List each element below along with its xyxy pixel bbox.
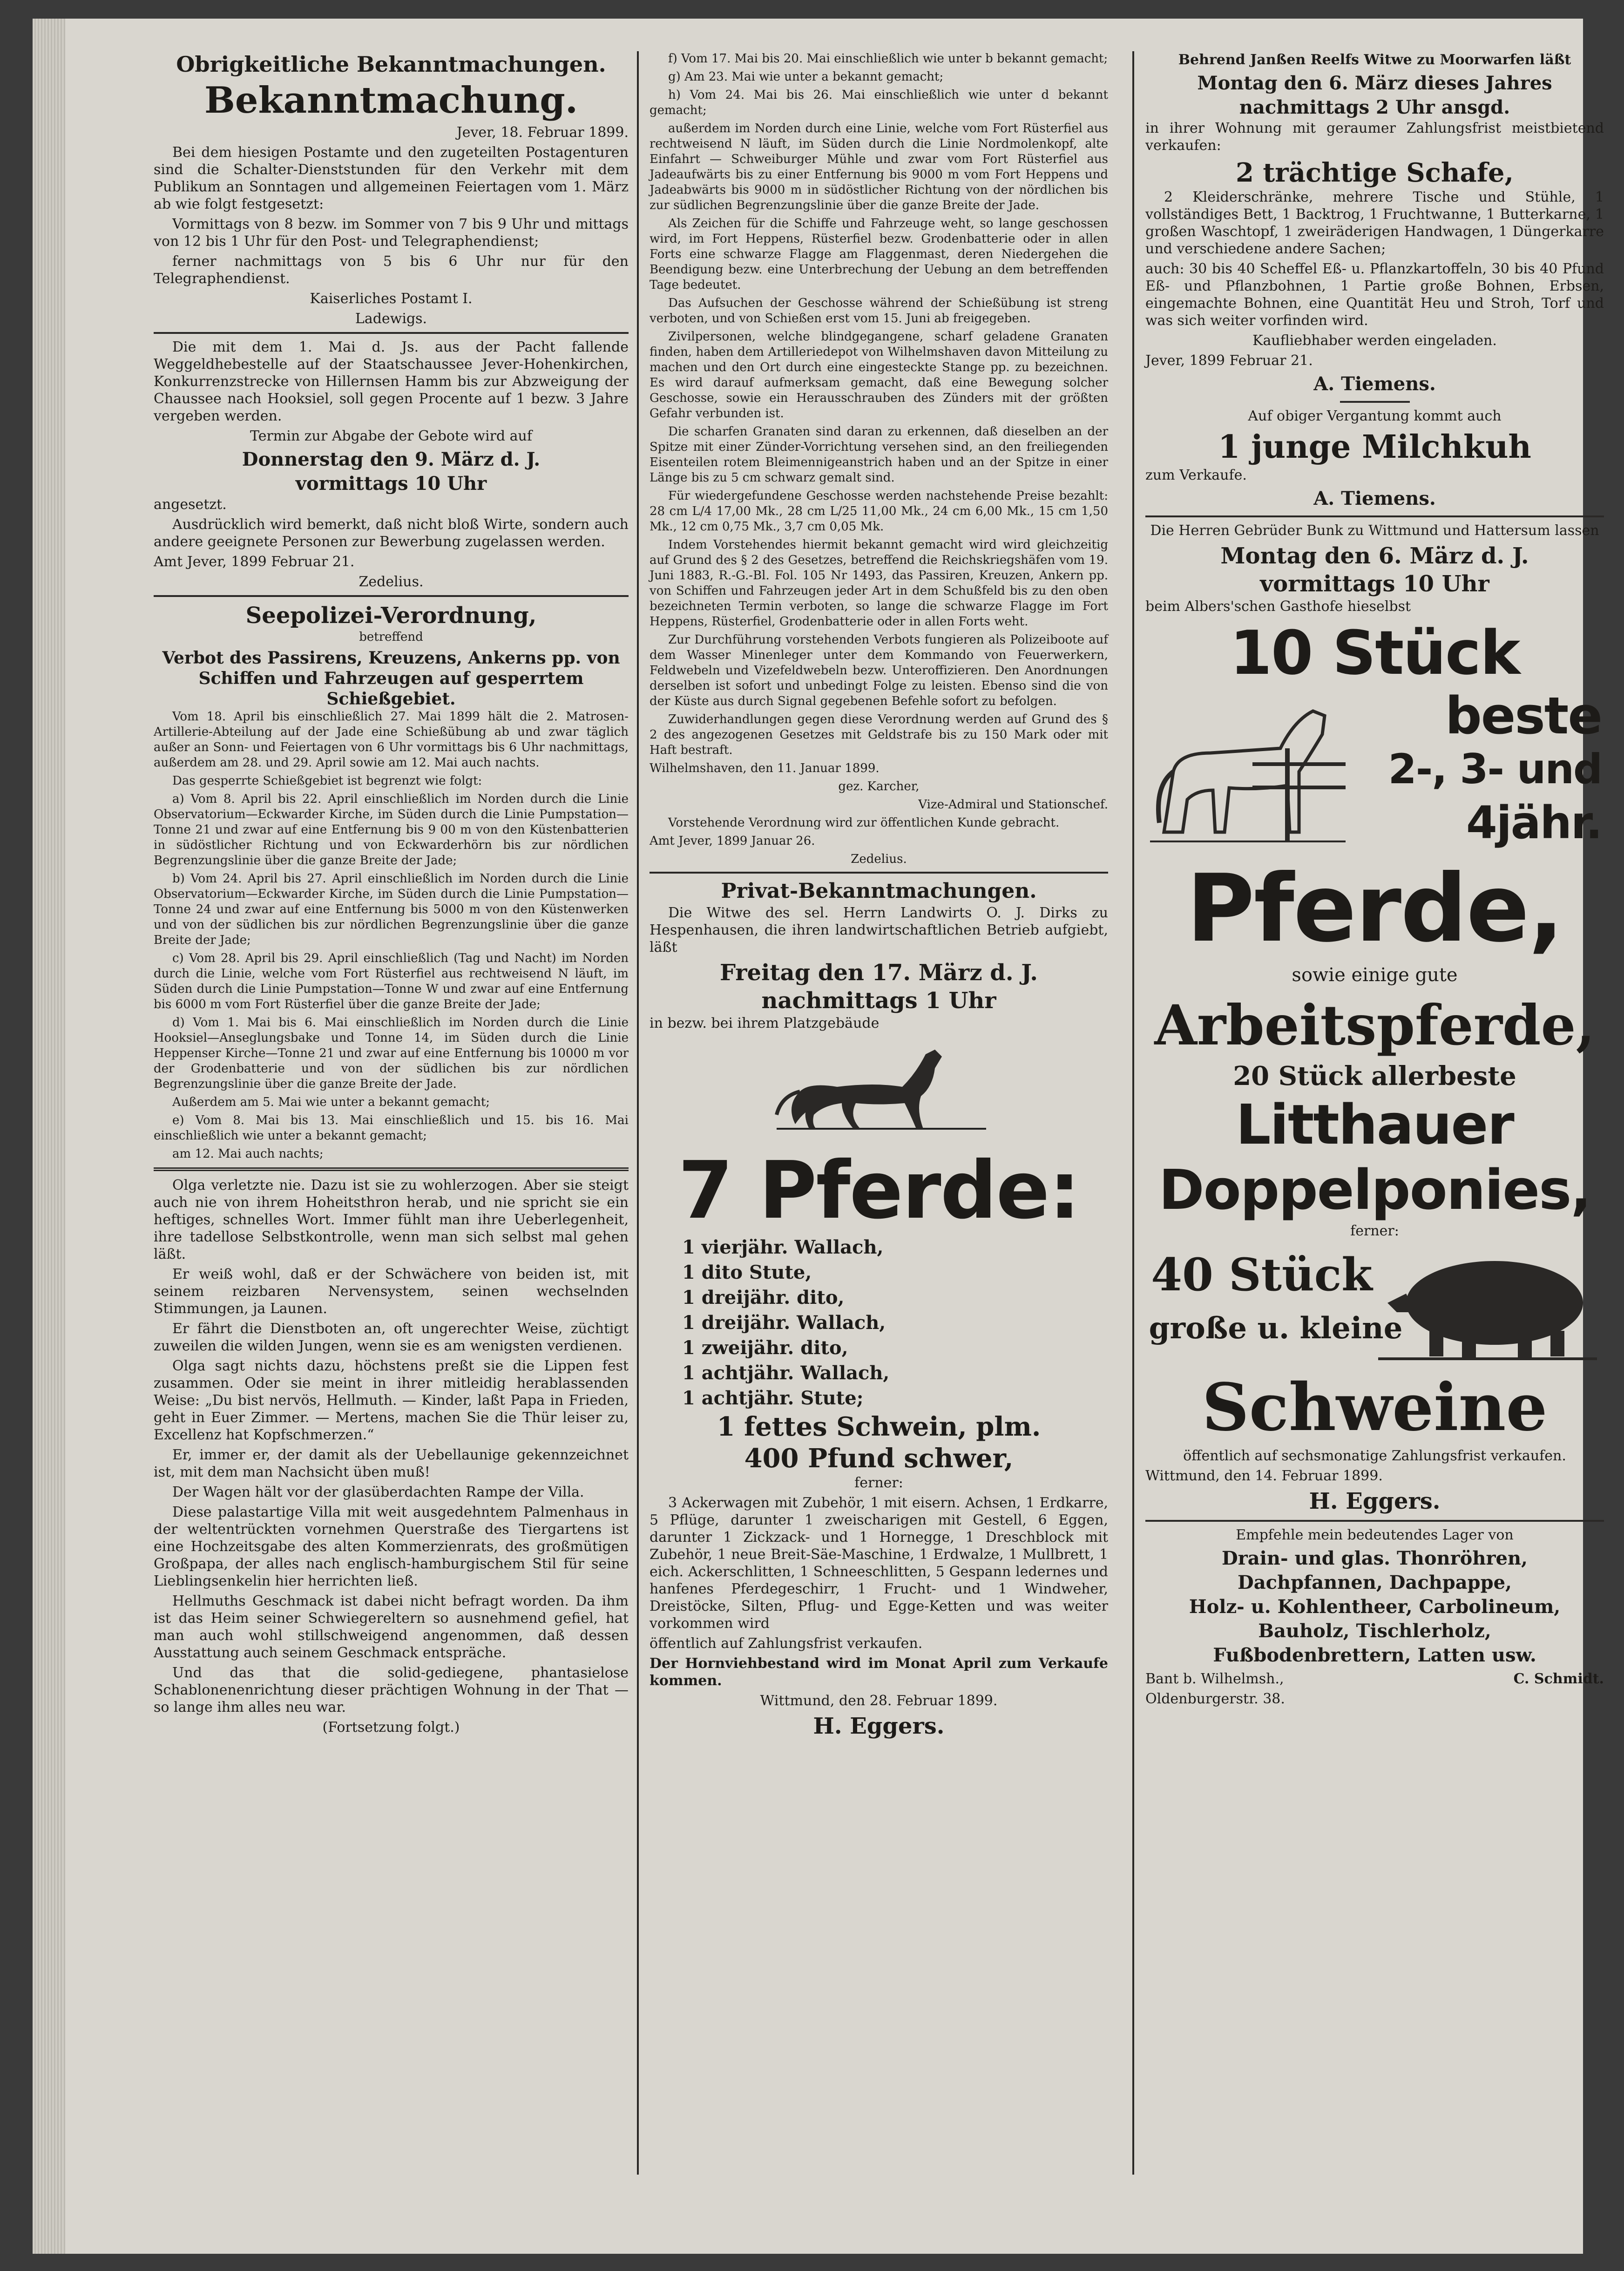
termin-time: vormittags 10 Uhr bbox=[295, 473, 487, 495]
ad-headline: 2 trächtige Schafe, bbox=[1235, 157, 1514, 188]
column-1 bbox=[154, 51, 629, 1739]
signature: Kaiserliches Postamt I. bbox=[310, 291, 473, 307]
notice-text: Bei dem hiesigen Postamte und den zugeteilten Postagenturen sind die Schalter-Dienststunden für den Verkehr mit dem Publikum an Sonntagen und allgemeinen Feiertagen vom 1. März ab wie folgt festgesetzt: bbox=[154, 144, 629, 212]
page-edge bbox=[33, 19, 65, 2254]
ad-text-large: 4jähr. bbox=[1466, 797, 1602, 849]
dateline: Wittmund, den 28. Februar 1899. bbox=[760, 1693, 998, 1709]
ad-headline: 1 junge Milchkuh bbox=[1218, 428, 1531, 466]
ad-text: Kaufliebhaber werden eingeladen. bbox=[1252, 332, 1497, 349]
signature: gez. Karcher, bbox=[838, 780, 920, 793]
divider bbox=[1145, 515, 1604, 517]
notice-text: Das Aufsuchen der Geschosse während der Schießübung ist streng verboten, und von Schießen erst vom 15. Juni ab freigegeben. bbox=[650, 296, 1108, 325]
ad-subheadline: 400 Pfund schwer, bbox=[744, 1443, 1014, 1474]
ad-text-large: große u. kleine bbox=[1149, 1311, 1403, 1346]
dateline: Amt Jever, 1899 Januar 26. bbox=[650, 834, 815, 848]
ad-headline: Arbeitspferde, bbox=[1154, 993, 1595, 1058]
divider bbox=[1145, 1520, 1604, 1522]
ad-text: in ihrer Wohnung mit geraumer Zahlungsfrist meistbietend verkaufen: bbox=[1145, 120, 1604, 154]
ad-headline: Pferde, bbox=[1186, 854, 1563, 963]
section-header: Privat-Bekanntmachungen. bbox=[721, 879, 1037, 903]
column-rule bbox=[637, 51, 639, 2175]
notice-text: Vorstehende Verordnung wird zur öffentlichen Kunde gebracht. bbox=[668, 816, 1060, 830]
ad-subheadline: 20 Stück allerbeste bbox=[1233, 1061, 1516, 1091]
ad-headline: Schweine bbox=[1202, 1369, 1548, 1446]
horse-ad-block bbox=[1145, 688, 1604, 855]
ad-address: Oldenburgerstr. 38. bbox=[1145, 1691, 1285, 1707]
horse-illustration bbox=[1145, 692, 1350, 846]
ad-text: Auf obiger Vergantung kommt auch bbox=[1248, 408, 1502, 424]
ad-date: Montag den 6. März d. J. bbox=[1220, 543, 1529, 569]
ad-header: Die Herren Gebrüder Bunk zu Wittmund und Hattersum lassen bbox=[1150, 522, 1599, 539]
dateline: Wilhelmshaven, den 11. Januar 1899. bbox=[650, 761, 880, 775]
pig-ad-block bbox=[1145, 1242, 1604, 1368]
notice-text: am 12. Mai auch nachts; bbox=[172, 1147, 324, 1161]
ad-text: öffentlich auf Zahlungsfrist verkaufen. bbox=[650, 1635, 923, 1652]
subtitle: betreffend bbox=[359, 630, 423, 644]
ad-text-large: beste bbox=[1445, 686, 1602, 746]
ad-date: Freitag den 17. März d. J. bbox=[720, 960, 1038, 986]
notice-text: a) Vom 8. April bis 22. April einschließlich im Norden durch die Linie Observatorium—Eckwarder Kirche, im Süden durch die Linie Pumpstation—Tonne 21 und zwar auf eine Entfernung bis 9 00 m von den Küstenbatterien in südöstlicher Richtung und von Eckwarderhörn bis zur nördlichen Begrenzungslinie über die ganze Breite der Jade; bbox=[154, 792, 629, 868]
ad-line: Bauholz, Tischlerholz, bbox=[1258, 1620, 1491, 1642]
signature: Ladewigs. bbox=[355, 311, 427, 327]
story-text: Olga sagt nichts dazu, höchstens preßt sie die Lippen fest zusammen. Oder sie meint in ihrer mitleidig herablassenden Weise: „Du bist nervös, Hellmuth. — Kinder, laßt Papa in Frieden, geht in Euer Zimmer. — Mertens, machen Sie die Thür leiser zu, Excellenz hat Kopfschmerzen.“ bbox=[154, 1358, 629, 1443]
signature: Zedelius. bbox=[851, 852, 907, 866]
ad-text: zum Verkaufe. bbox=[1145, 467, 1247, 483]
notice-text: Das gesperrte Schießgebiet ist begrenzt wie folgt: bbox=[172, 774, 482, 788]
signature: C. Schmidt. bbox=[1513, 1671, 1604, 1687]
notice-text: ferner nachmittags von 5 bis 6 Uhr nur für den Telegraphendienst. bbox=[154, 253, 629, 287]
notice-text: Vormittags von 8 bezw. im Sommer von 7 bis 9 Uhr und mittags von 12 bis 1 Uhr für den Post- und Telegraphendienst; bbox=[154, 216, 629, 250]
story-text: Diese palastartige Villa mit weit ausgedehntem Palmenhaus in der weltentrückten vornehmen Querstraße des Tiergartens ist eine Hochzeitsgabe des alten Kommerzienrats, des großmütigen Großpapa, der alles nach englisch-hamburgischem Stil für seine Lieblingsenkelin hier herrichten ließ. bbox=[154, 1504, 629, 1589]
section-title: Seepolizei-Verordnung, bbox=[245, 603, 537, 629]
story-text: Er, immer er, der damit als der Uebellaunige gekennzeichnet ist, mit dem man Nachsicht üben muß! bbox=[154, 1447, 629, 1480]
ad-headline: Litthauer bbox=[1236, 1092, 1514, 1157]
ad-text: 3 Ackerwagen mit Zubehör, 1 mit eisern. Achsen, 1 Erdkarre, 5 Pflüge, darunter 1 zweischarigen mit Gestell, 6 Eggen, darunter 1 Zickzack- und 1 Hornegge, 1 Dreschblock mit Zubehör, 1 neue Breit-Säe-Maschine, 1 Erdwalze, 1 Mullbrett, 1 eich. Ackerschlitten, 1 Schneeschlitten, 5 Gespann ledernes und hanfenes Pferdegeschirr, 1 Frucht- und 1 Windweher, Dreistöcke, Silten, Pflug- und Egge-Ketten und was weiter vorkommen wird bbox=[650, 1495, 1108, 1632]
notice-text: c) Vom 28. April bis 29. April einschließlich (Tag und Nacht) im Norden durch die Linie, welche vom Fort Rüsterfiel aus rechtweisend N läuft, im Süden durch die Linie Pumpstation—Tonne W und zwar auf eine Entfernung bis 6000 m vom Fort Rüsterfiel über die ganze Breite der Jade; bbox=[154, 951, 629, 1011]
dateline: Wittmund, den 14. Februar 1899. bbox=[1145, 1468, 1383, 1484]
ad-footer bbox=[1145, 1670, 1604, 1688]
section-header: Obrigkeitliche Bekanntmachungen. bbox=[176, 52, 606, 77]
ad-text: sowie einige gute bbox=[1292, 964, 1458, 986]
divider bbox=[650, 872, 1108, 874]
story-text: Und das that die solid-gediegene, phantasielose Schablonenenrichtung dieser prächtigen Wohnung in der That — so lange ihm alles neu war. bbox=[154, 1665, 629, 1715]
dateline: Jever, 18. Februar 1899. bbox=[456, 124, 629, 141]
notice-text: Die mit dem 1. Mai d. Js. aus der Pacht fallende Weggeldhebestelle auf der Staatschaussee Jever-Hohenkirchen, Konkurrenzstrecke von Hillernsen Hamm bis zur Abzweigung der Chaussee nach Hooksiel, soll gegen Procente auf 1 bezw. 3 Jahre vergeben werden. bbox=[154, 339, 629, 424]
dateline: Amt Jever, 1899 Februar 21. bbox=[154, 554, 355, 570]
ad-line: Fußbodenbrettern, Latten usw. bbox=[1213, 1644, 1536, 1666]
ad-time: vormittags 10 Uhr bbox=[1260, 571, 1489, 597]
list-item: 1 zweijähr. dito, bbox=[682, 1337, 848, 1359]
ad-headline: Doppelponies, bbox=[1158, 1158, 1591, 1222]
list-item: 1 dreijähr. Wallach, bbox=[682, 1312, 886, 1334]
notice-text: angesetzt. bbox=[154, 496, 227, 513]
dateline: Jever, 1899 Februar 21. bbox=[1145, 353, 1313, 369]
story-text: Er weiß wohl, daß er der Schwächere von beiden ist, mit seinem reizbaren Nervensystem, seinen wechselnden Stimmungen, ja Launen. bbox=[154, 1266, 629, 1317]
story-text: Hellmuths Geschmack ist dabei nicht befragt worden. Da ihm ist das Heim seiner Schwiegereltern so ausnehmend gefiel, hat man auch wohl stillschweigend angenommen, daß dessen Ausstattung auch seinem Geschmack entspräche. bbox=[154, 1593, 629, 1661]
ad-text-large: 40 Stück bbox=[1151, 1248, 1373, 1301]
subtitle: Verbot des Passirens, Kreuzens, Ankerns pp. von Schiffen und Fahrzeugen auf gesperrtem Schießgebiet. bbox=[162, 648, 620, 709]
divider bbox=[1340, 401, 1410, 403]
signature-title: Vize-Admiral und Stationschef. bbox=[918, 798, 1108, 812]
horse-illustration bbox=[767, 1036, 991, 1143]
ad-text: in bezw. bei ihrem Platzgebäude bbox=[650, 1015, 880, 1031]
notice-title: Bekanntmachung. bbox=[204, 79, 578, 122]
ad-text: Die Witwe des sel. Herrn Landwirts O. J. Dirks zu Hespenhausen, die ihren landwirtschaftlichen Betrieb aufgiebt, läßt bbox=[650, 905, 1108, 956]
list-item: 1 vierjähr. Wallach, bbox=[682, 1236, 884, 1258]
ad-headline: 10 Stück bbox=[1230, 617, 1520, 688]
ad-header: Behrend Janßen Reelfs Witwe zu Moorwarfen läßt bbox=[1178, 52, 1571, 68]
ad-line: Drain- und glas. Thonröhren, bbox=[1222, 1547, 1528, 1569]
column-3 bbox=[1145, 51, 1604, 1710]
notice-text: Für wiedergefundene Geschosse werden nachstehende Preise bezahlt: 28 cm L/4 17,00 Mk., 28 cm L/25 11,00 Mk., 24 cm 6,00 Mk., 15 cm 1,50 Mk., 12 cm 0,75 Mk., 3,7 cm 0,05 Mk. bbox=[650, 489, 1108, 534]
notice-text: Vom 18. April bis einschließlich 27. Mai 1899 hält die 2. Matrosen-Artillerie-Abteilung auf der Jade eine Schießübung ab und zwar täglich außer an Sonn- und Feiertagen von 6 Uhr vormittags bis 6 Uhr nachmittags, außerdem am 28. und 29. April sowie am 12. Mai auch nachts. bbox=[154, 710, 629, 770]
column-rule bbox=[1132, 51, 1134, 2175]
divider bbox=[154, 1167, 629, 1171]
notice-text: e) Vom 8. Mai bis 13. Mai einschließlich und 15. bis 16. Mai einschließlich wie unter a bekannt gemacht; bbox=[154, 1113, 629, 1143]
signature: H. Eggers. bbox=[813, 1713, 945, 1739]
notice-text: d) Vom 1. Mai bis 6. Mai einschließlich im Norden durch die Linie Hooksiel—Anseglungsbake und Tonne 14, im Süden durch die Linie Heppenser Kirche—Tonne 21 und zwar auf eine Entfernung bis 10000 m vor der Grodenbatterie und von der südlichen bis zur nördlichen Begrenzungslinie über die ganze Breite der Jade. bbox=[154, 1016, 629, 1091]
signature: A. Tiemens. bbox=[1313, 373, 1436, 395]
signature: Zedelius. bbox=[359, 574, 424, 590]
ad-text: auch: 30 bis 40 Scheffel Eß- u. Pflanzkartoffeln, 30 bis 40 Pfund Eß- und Pflanzbohnen, 1 Partie große Bohnen, Erbsen, eingemachte Bohnen, eine Quantität Heu und Stroh, Torf und was sich weiter vorfinden wird. bbox=[1145, 261, 1604, 329]
notice-text: h) Vom 24. Mai bis 26. Mai einschließlich wie unter d bekannt gemacht; bbox=[650, 88, 1108, 117]
notice-text: Termin zur Abgabe der Gebote wird auf bbox=[250, 428, 532, 444]
signature: H. Eggers. bbox=[1309, 1488, 1441, 1514]
story-text: Der Wagen hält vor der glasüberdachten Rampe der Villa. bbox=[172, 1484, 584, 1500]
notice-text: Ausdrücklich wird bemerkt, daß nicht bloß Wirte, sondern auch andere geeignete Personen zur Bewerbung zugelassen werden. bbox=[154, 516, 629, 550]
ad-text: 2 Kleiderschränke, mehrere Tische und Stühle, 1 vollständiges Bett, 1 Backtrog, 1 Fruchtwanne, 1 Butterkarne, 1 großen Waschtopf, 1 zweiräderigen Handwagen, 1 Düngerkarre und verschiedene andere Sachen; bbox=[1145, 189, 1604, 257]
ad-place: Bant b. Wilhelmsh., bbox=[1145, 1671, 1284, 1687]
notice-text: außerdem im Norden durch eine Linie, welche vom Fort Rüsterfiel aus rechtweisend N läuft, im Süden durch die Linie Nordmolenkopf, alte Einfahrt — Schweiburger Mühle und zwar vom Fort Rüsterfiel aus Jadeaufwärts bis zu einer Entfernung bis 9000 m vom Fort Heppens und Jadeabwärts bis 9000 m in südöstlicher Richtung von der nördlichen bis zur südlichen Begrenzungslinie über die ganze Breite der Jade. bbox=[650, 122, 1108, 212]
ad-subheadline: 1 fettes Schwein, plm. bbox=[717, 1411, 1041, 1442]
divider bbox=[154, 332, 629, 334]
notice-text: b) Vom 24. April bis 27. April einschließlich im Norden durch die Linie Observatorium—Eckwarder Kirche, im Süden durch die Linie Pumpstation—Tonne 24 und zwar auf eine Entfernung bis 5000 m von den Küstenwerken und von der südlichen bis zur nördlichen Begrenzungslinie über die ganze Breite der Jade; bbox=[154, 872, 629, 947]
list-item: 1 dreijähr. dito, bbox=[682, 1287, 845, 1308]
list-item: 1 achtjähr. Stute; bbox=[682, 1387, 864, 1409]
story-text: Olga verletzte nie. Dazu ist sie zu wohlerzogen. Aber sie steigt auch nie von ihrem Hoheitsthron herab, und nie spricht sie ein heftiges, schnelles Wort. Immer fühlt man ihre Ueberlegenheit, ihre tadellose Selbstkontrolle, wenn man sich selbst mal gehen läßt. bbox=[154, 1177, 629, 1262]
ad-line: Dachpfannen, Dachpappe, bbox=[1238, 1572, 1512, 1593]
signature: A. Tiemens. bbox=[1313, 488, 1436, 509]
notice-text: Zuwiderhandlungen gegen diese Verordnung werden auf Grund des § 2 des angezogenen Gesetzes mit Geldstrafe bis zu 150 Mark oder mit Haft bestraft. bbox=[650, 712, 1108, 757]
ad-text: Der Hornviehbestand wird im Monat April zum Verkaufe kommen. bbox=[650, 1655, 1108, 1689]
pig-illustration bbox=[1378, 1242, 1597, 1363]
ad-text: öffentlich auf sechsmonatige Zahlungsfrist verkaufen. bbox=[1183, 1448, 1566, 1464]
notice-text: Zivilpersonen, welche blindgegangene, scharf geladene Granaten finden, haben dem Artilleriedepot von Wilhelmshaven davon Mitteilung zu machen und den Ort durch eine eingesteckte Stange pp. zu bezeichnen. Es wird darauf aufmerksam gemacht, daß eine Bewegung solcher Geschosse, sowie ein Herausschrauben des Zünders mit der größten Gefahr verbunden ist. bbox=[650, 330, 1108, 420]
ad-text: beim Albers'schen Gasthofe hieselbst bbox=[1145, 598, 1411, 615]
divider bbox=[154, 595, 629, 597]
ad-text: ferner: bbox=[854, 1475, 903, 1491]
column-2 bbox=[650, 51, 1108, 1740]
notice-text: Außerdem am 5. Mai wie unter a bekannt gemacht; bbox=[172, 1095, 490, 1109]
ad-header: Empfehle mein bedeutendes Lager von bbox=[1236, 1527, 1514, 1543]
list-item: 1 achtjähr. Wallach, bbox=[682, 1362, 890, 1384]
notice-text: Zur Durchführung vorstehenden Verbots fungieren als Polizeiboote auf dem Wasser Minenleger unter dem Kommando von Feuerwerkern, Feldwebeln und Vizefeldwebeln bezw. Unteroffizieren. Den Anordnungen derselben ist sofort und unbedingt Folge zu leisten. Ebenso sind die von der Küste aus durch Signal gegebenen Befehle sofort zu befolgen. bbox=[650, 633, 1108, 708]
termin-date: Donnerstag den 9. März d. J. bbox=[242, 448, 541, 470]
notice-text: f) Vom 17. Mai bis 20. Mai einschließlich wie unter b bekannt gemacht; bbox=[668, 52, 1108, 66]
story-continuation: (Fortsetzung folgt.) bbox=[322, 1719, 460, 1735]
list-item: 1 dito Stute, bbox=[682, 1261, 812, 1283]
ad-date: Montag den 6. März dieses Jahres bbox=[1197, 72, 1552, 94]
ad-time: nachmittags 2 Uhr ansgd. bbox=[1239, 96, 1510, 118]
notice-text: Als Zeichen für die Schiffe und Fahrzeuge weht, so lange geschossen wird, im Fort Heppens, Rüsterfiel bezw. Grodenbatterie oder in allen Forts eine schwarze Flagge am Flaggenmast, deren Niedergehen die Beendigung bezw. eine Unterbrechung der Uebung an dem betreffenden Tage bedeutet. bbox=[650, 217, 1108, 292]
ad-text-large: 2-, 3- und bbox=[1388, 745, 1602, 793]
ad-headline: 7 Pferde: bbox=[678, 1145, 1080, 1237]
ad-text: ferner: bbox=[1350, 1223, 1399, 1239]
notice-text: Indem Vorstehendes hiermit bekannt gemacht wird wird gleichzeitig auf Grund des § 2 des Gesetzes, betreffend die Reichskriegshäfen vom 19. Juni 1883, R.-G.-Bl. Fol. 105 Nr 1493, das Passiren, Kreuzen, Ankern pp. von Schiffen und Fahrzeugen jeder Art in dem Schußfeld bis zu den oben bezeichneten Termin verboten, so lange die schwarze Flagge im Fort Heppens, Rüsterfiel, Grodenbatterie oder in allen Forts weht. bbox=[650, 538, 1108, 629]
notice-text: g) Am 23. Mai wie unter a bekannt gemacht; bbox=[668, 70, 944, 84]
ad-line: Holz- u. Kohlentheer, Carbolineum, bbox=[1189, 1596, 1561, 1618]
story-text: Er fährt die Dienstboten an, oft ungerechter Weise, züchtigt zuweilen die wilden Jungen, wenn sie es am wenigsten verdienen. bbox=[154, 1321, 629, 1354]
notice-text: Die scharfen Granaten sind daran zu erkennen, daß dieselben an der Spitze mit einer Zünder-Vorrichtung versehen sind, an den freiliegenden Eisenteilen rotem Bleimennigeanstrich haben und an der Spitze in einer Länge bis zu 5 cm schwarz gemalt sind. bbox=[650, 425, 1108, 485]
ad-time: nachmittags 1 Uhr bbox=[761, 988, 996, 1014]
